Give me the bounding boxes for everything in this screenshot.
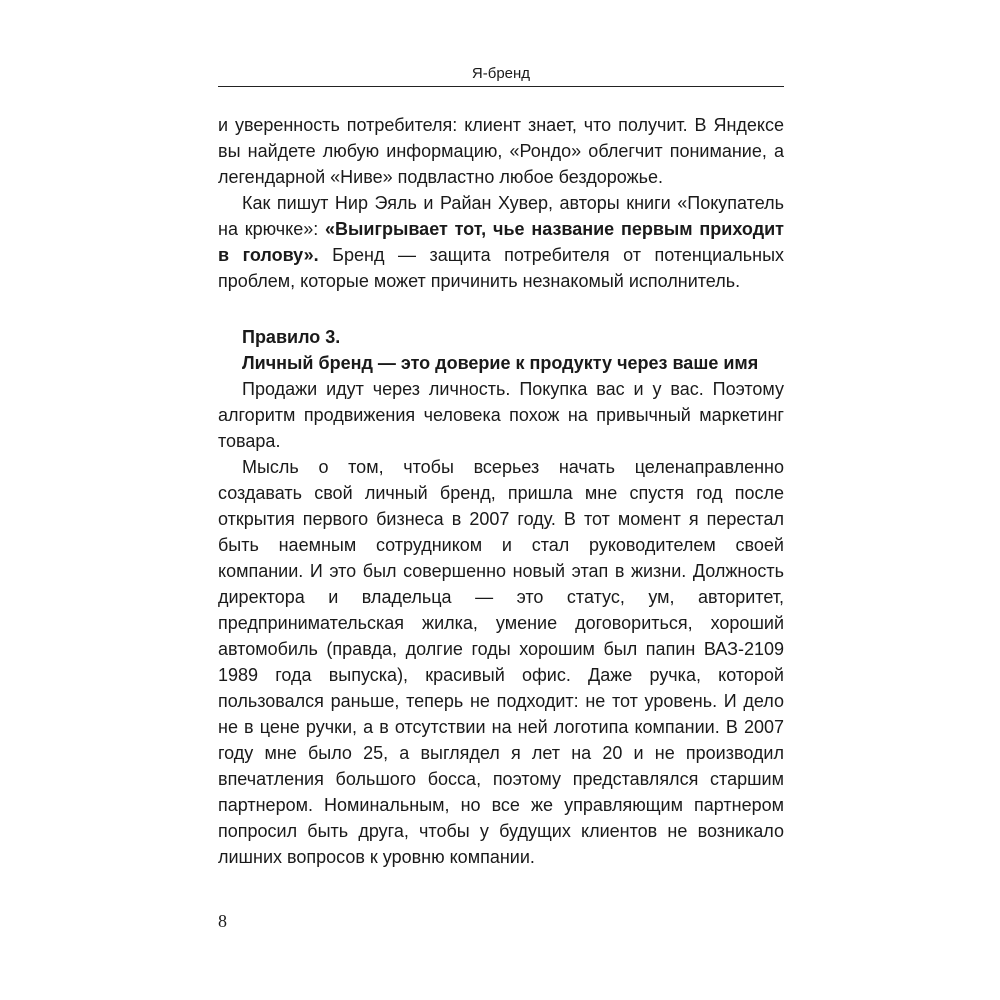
paragraph-3: Продажи идут через личность. Покупка вас и у вас. Поэтому алгоритм продвижения человека похож на привычный маркетинг товара.	[218, 379, 784, 451]
section-gap	[218, 294, 784, 324]
paragraph-2-intro: Как пишут Нир Эяль и Райан Хувер, авторы книги «Покупатель на крючке»:	[218, 193, 784, 239]
paragraph-2-quote: «Выигрывает тот, чье название первым приходит в голову».	[218, 219, 784, 265]
rule-title: Личный бренд — это доверие к продукту через ваше имя	[242, 353, 759, 373]
body-text	[218, 112, 784, 870]
paragraph-1: и уверенность потребителя: клиент знает, что получит. В Яндексе вы найдете любую информацию, «Рондо» облегчит понимание, а легендарной «Ниве» подвластно любое бездорожье.	[218, 115, 784, 187]
running-head	[218, 64, 784, 87]
paragraph-2-rest: Бренд — защита потребителя от потенциальных проблем, которые может причинить незнакомый исполнитель.	[218, 245, 785, 291]
page-number: 8	[218, 911, 227, 931]
paragraph-4: Мысль о том, чтобы всерьез начать целенаправленно создавать свой личный бренд, пришла мне спустя год после открытия первого бизнеса в 2007 году. В тот момент я перестал быть наемным сотрудником и стал руководителем своей компании. И это был совершенно новый этап в жизни. Должность директора и владельца — это статус, ум, авторитет, предпринимательская жилка, умение договориться, хороший автомобиль (правда, долгие годы хорошим был папин ВАЗ-2109 1989 года выпуска), красивый офис. Даже ручка, которой пользовался раньше, теперь не подходит: не тот уровень. И дело не в цене ручки, а в отсутствии на ней логотипа компании. В 2007 году мне было 25, а выглядел я лет на 20 и не производил впечатления большого босса, поэтому представлялся старшим партнером. Номинальным, но все же управляющим партнером попросил быть друга, чтобы у будущих клиентов не возникало лишних вопросов к уровню компании.	[218, 457, 784, 867]
running-head-title: Я-бренд	[471, 65, 531, 82]
paragraph-2	[218, 190, 784, 294]
rule-heading: Правило 3.	[242, 327, 341, 347]
